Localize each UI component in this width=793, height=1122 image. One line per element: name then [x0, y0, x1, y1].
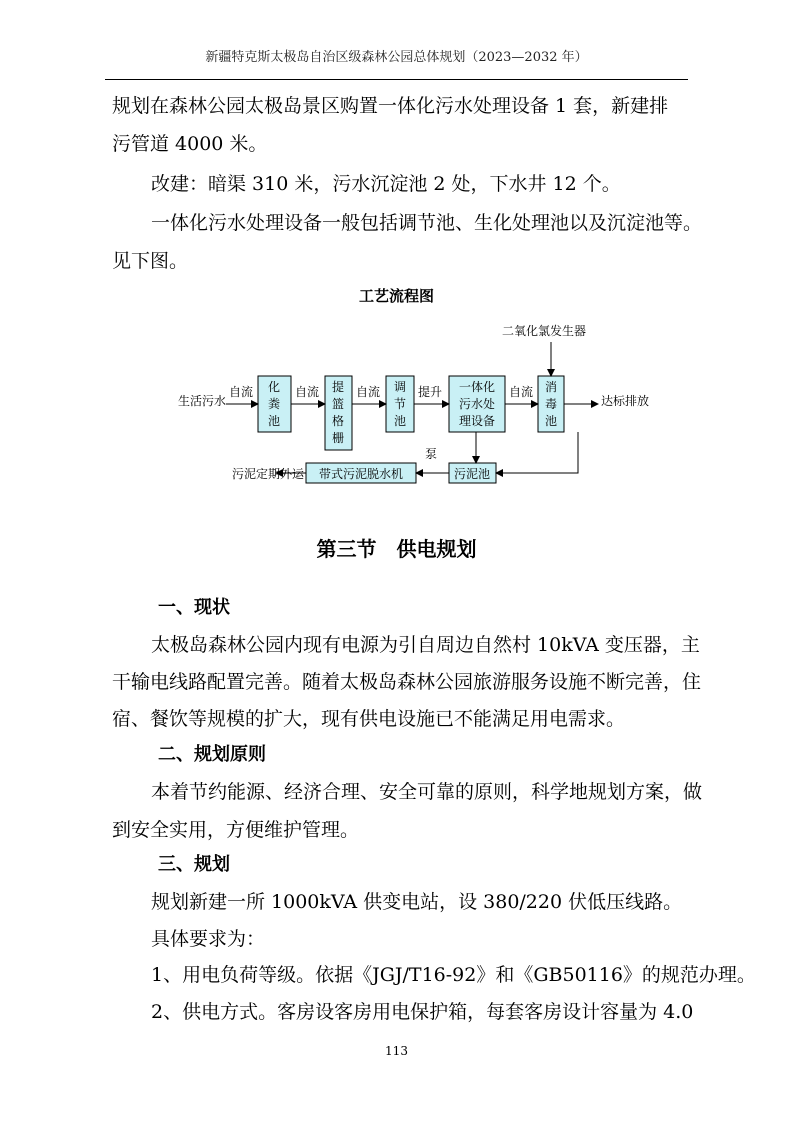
integrated-label: 理设备: [458, 414, 496, 428]
subsection-heading: 一、现状: [158, 597, 230, 618]
paragraph-line: 具体要求为：: [151, 928, 266, 950]
sludge-return-line: [496, 432, 578, 473]
paragraph-line: 2、供电方式。客房设客房用电保护箱，每套客房设计容量为 4.0: [151, 1001, 694, 1023]
screen-label: 提: [331, 380, 345, 394]
paragraph-line: 污管道 4000 米。: [112, 133, 268, 155]
disinfection-label: 消: [544, 380, 558, 394]
paragraph-line: 到安全实用，方便维护管理。: [112, 819, 360, 841]
screen-label: 栅: [331, 431, 345, 445]
sludge-tank-label: 污泥池: [453, 467, 491, 481]
septic-label: 池: [267, 414, 281, 428]
paragraph-line: 规划新建一所 1000kVA 供变电站，设 380/220 伏低压线路。: [151, 891, 683, 913]
chlorine-generator-label: 二氧化氯发生器: [502, 324, 587, 338]
dewatering-label: 带式污泥脱水机: [318, 467, 404, 481]
paragraph-line: 规划在森林公园太极岛景区购置一体化污水处理设备 1 套，新建排: [112, 95, 669, 117]
edge-label: 自流: [295, 385, 320, 399]
discharge-label: 达标排放: [601, 394, 650, 408]
paragraph-line: 本着节约能源、经济合理、安全可靠的原则，科学地规划方案，做: [151, 781, 703, 803]
integrated-label: 污水处: [458, 397, 496, 411]
integrated-label: 一体化: [458, 380, 496, 394]
sludge-out-label: 污泥定期外运: [232, 467, 305, 481]
subsection-heading: 二、规划原则: [158, 744, 266, 765]
paragraph-line: 太极岛森林公园内现有电源为引自周边自然村 10kVA 变压器，主: [151, 634, 700, 656]
disinfection-label: 毒: [544, 397, 558, 411]
paragraph-line: 宿、餐饮等规模的扩大，现有供电设施已不能满足用电需求。: [112, 708, 626, 730]
figure-caption: 工艺流程图: [358, 287, 434, 305]
source-label: 生活污水: [178, 394, 227, 408]
edge-label: 自流: [356, 385, 381, 399]
subsection-heading: 三、规划: [158, 854, 230, 875]
screen-label: 篮: [331, 397, 345, 411]
edge-label: 提升: [418, 385, 443, 399]
septic-label: 粪: [267, 397, 281, 411]
paragraph-line: 改建：暗渠 310 米，污水沉淀池 2 处，下水井 12 个。: [151, 173, 621, 195]
regulating-label: 节: [393, 397, 407, 411]
pump-label: 泵: [425, 447, 438, 461]
paragraph-line: 干输电线路配置完善。随着太极岛森林公园旅游服务设施不断完善，住: [112, 671, 702, 693]
septic-label: 化: [267, 380, 281, 394]
running-header: 新疆特克斯太极岛自治区级森林公园总体规划（2023—2032 年）: [205, 50, 588, 65]
disinfection-label: 池: [544, 414, 558, 428]
paragraph-line: 见下图。: [112, 250, 189, 272]
regulating-label: 调: [393, 380, 407, 394]
screen-label: 格: [331, 414, 345, 428]
edge-label: 自流: [509, 385, 534, 399]
paragraph-line: 1、用电负荷等级。依据《JGJ/T16-92》和《GB50116》的规范办理。: [151, 964, 756, 986]
edge-label: 自流: [229, 385, 254, 399]
paragraph-line: 一体化污水处理设备一般包括调节池、生化处理池以及沉淀池等。: [151, 212, 703, 234]
section-title: 第三节 供电规划: [316, 537, 477, 561]
regulating-label: 池: [393, 414, 407, 428]
page-number: 113: [385, 1044, 408, 1058]
